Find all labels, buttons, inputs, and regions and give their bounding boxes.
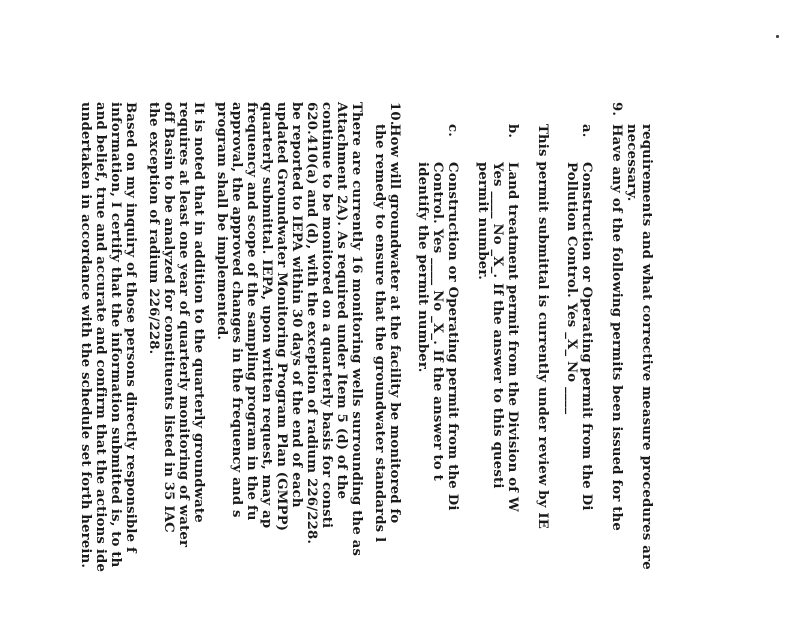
text-line: and belief, true and accurate and confirm that the actions ide	[93, 102, 108, 573]
text-line: Construction or Operating permit from the Di	[579, 162, 594, 511]
text-line: Attachment 2A). As required under Item 5 (d) of the	[334, 102, 349, 500]
text-line: approval, the approved changes in the frequency and s	[229, 102, 244, 518]
text-line: Based on my inquiry of those persons directly responsible f	[123, 102, 138, 553]
text-line: 620.410(a) and (d), with the exception of radium 226/228.	[304, 102, 319, 545]
text-line: necessary.	[624, 124, 639, 202]
question-10-number: 10.	[387, 102, 402, 126]
text-line: requires at least one year of quarterly monitoring of water	[176, 102, 191, 548]
text-line: continue to be monitored on a quarterly basis for consti	[319, 102, 334, 529]
text-line: Land treatment permit from the Division of W	[505, 162, 520, 512]
scan-speck	[776, 35, 779, 38]
rotated-document	[0, 102, 654, 618]
question-9-text	[609, 124, 624, 531]
text-line: Yes ____ No _X_. If the answer to this questi	[490, 162, 505, 489]
text-line: Control. Yes ____ No _X_. If the answer to t	[430, 162, 445, 481]
item-c-letter: c.	[445, 124, 460, 138]
text-line: There are currently 16 monitoring wells surrounding the as	[349, 102, 364, 557]
item-c-text	[415, 162, 460, 511]
text-line: Construction or Operating permit from the Di	[445, 162, 460, 511]
question-10-text	[372, 124, 402, 542]
certification-paragraph	[78, 102, 138, 572]
intro-paragraph	[624, 124, 654, 570]
item-a-text	[564, 162, 594, 511]
text-line: requirements and what corrective measure procedures are	[639, 124, 654, 570]
text-line: be reported to IEPA within 30 days of the end of each	[289, 102, 304, 508]
text-line: frequency and scope of the sampling program in the fu	[244, 102, 259, 521]
text-line: information, I certify that the information submitted is, to th	[108, 102, 123, 568]
text-line: How will groundwater at the facility be monitored fo	[387, 124, 402, 524]
text-line: identify the permit number.	[415, 162, 430, 373]
text-line: updated Groundwater Monitoring Program Plan (GMPP)	[274, 102, 289, 532]
text-line: off Basin to be analyzed for constituents listed in 35 IAC	[161, 102, 176, 533]
text-line: the remedy to ensure that the groundwater standards l	[372, 124, 387, 543]
text-line: Pollution Control. Yes _X_ No ____	[564, 162, 579, 415]
review-note	[535, 124, 550, 529]
item-a-letter: a.	[579, 124, 594, 138]
question-9-number: 9.	[609, 102, 624, 117]
text-line: program shall be implemented.	[214, 102, 229, 341]
text-line: undertaken in accordance with the schedule set forth herein.	[78, 102, 93, 569]
item-b-text	[475, 162, 520, 512]
text-line: the exception of radium 226/228.	[146, 102, 161, 355]
text-line: It is noted that in addition to the quarterly groundwate	[191, 102, 206, 523]
text-line: This permit submittal is currently under review by IE	[535, 124, 550, 529]
quarterly-monitoring-paragraph	[146, 102, 206, 547]
text-line: Have any of the following permits been issued for the	[609, 124, 624, 531]
text-line: quarterly submittal. IEPA, upon written request, may ap	[259, 102, 274, 529]
monitoring-wells-paragraph	[214, 102, 364, 556]
item-b-letter: b.	[505, 124, 520, 139]
text-line: permit number.	[475, 162, 490, 281]
